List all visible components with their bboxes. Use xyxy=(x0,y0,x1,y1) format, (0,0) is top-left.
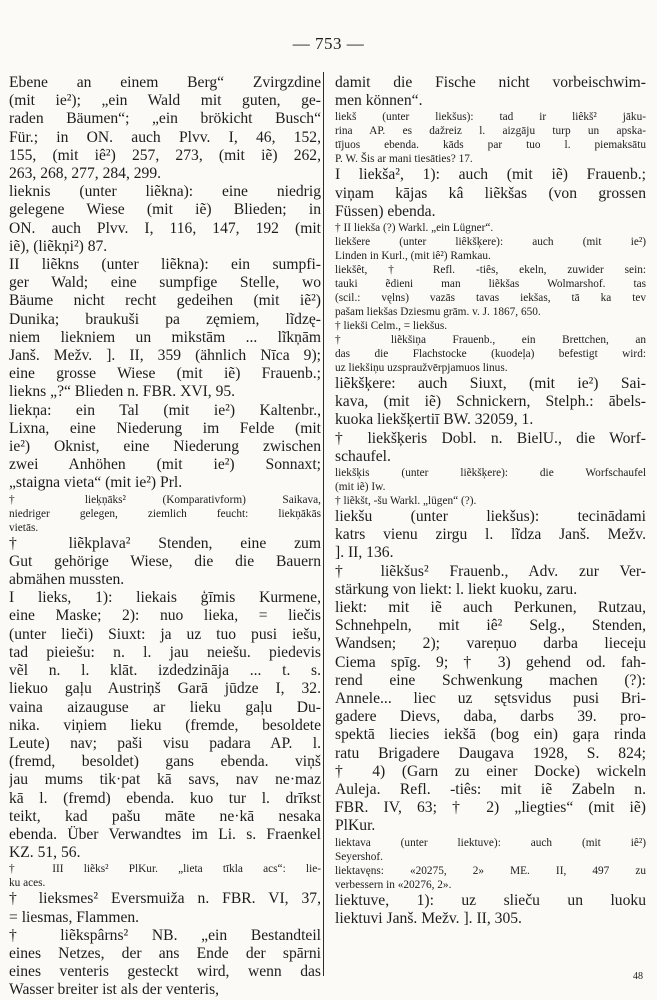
entry-line: ratu Brigadere Daugava 1928, S. 824; xyxy=(335,744,646,762)
entry-line: stärkung von liekt: l. liekt kuoku, zaru. xyxy=(335,580,578,598)
entry-line: kā l. (fremd) ebenda. kuo tur l. drīkst xyxy=(9,789,321,807)
entry-line: abmähen mussten. xyxy=(9,571,125,589)
entry-line: katrs vienu zirgu l. lĩdza Janš. Mežv. xyxy=(335,526,646,544)
dictionary-entry xyxy=(335,494,646,508)
entry-line: teikt, kad pašu māte ne·kā nesaka xyxy=(9,807,321,825)
entry-line: tad pieiešu: n. l. jau neiešu. piedevis xyxy=(9,643,321,661)
entry-line: Annele... liec uz sętsvidus pusi Bri- xyxy=(335,690,646,708)
entry-line: damit die Fische nicht vorbeischwim- xyxy=(335,74,646,91)
entry-line: rend eine Schwenkung machen (?): xyxy=(335,671,646,689)
entry-line: liekņa: ein Tal (mit ie²) Kaltenbr., xyxy=(9,401,321,419)
entry-line: ger Wald; eine sumpfige Stelle, wo xyxy=(9,274,321,292)
dictionary-entry xyxy=(9,183,321,256)
dictionary-entry xyxy=(335,221,646,235)
entry-line: Auleja. Refl. -tiês: mit iẽ Zabeln n. xyxy=(335,781,646,799)
entry-line: liektuvi Janš. Mežv. ]. II, 305. xyxy=(335,909,522,927)
entry-line: (fremd, besoldet) gans ebenda. viņš xyxy=(9,753,321,771)
entry-line: † liẽkspârns² NB. „ein Bestandteil xyxy=(9,926,321,944)
entry-line: liektuve, 1): uz slieču un luoku xyxy=(335,891,646,909)
entry-line: † liẽkplava² Stenden, eine zum xyxy=(9,534,321,552)
entry-line: liekuo gaļu Austriņš Garā jūdze I, 32. xyxy=(9,680,321,698)
dictionary-entry xyxy=(9,589,321,862)
entry-line: † liẽkšus² Frauenb., Adv. zur Ver- xyxy=(335,562,646,580)
entry-line: viņam kājas kâ liẽkšas (von grossen xyxy=(335,184,646,202)
entry-line: vaina aizauguse ar lieku gaļu Du- xyxy=(9,698,321,716)
entry-line: liekšêt, † Refl. -tiês, ekeln, zuwider sein: xyxy=(335,264,646,277)
entry-line: PlKur. xyxy=(335,817,376,835)
dictionary-entry xyxy=(335,864,646,892)
entry-line: liẽkšķere: auch Siuxt, (mit ie²) Sai- xyxy=(335,375,646,393)
entry-line: liekšu (unter liekšus): tecinādami xyxy=(335,508,646,526)
entry-line: † lieksmes² Eversmuiža n. FBR. VI, 37, xyxy=(9,890,321,908)
entry-line: Bäume nicht recht gedeihen (mit iẽ²) xyxy=(9,292,321,310)
entry-line: Für.; in ON. auch Plvv. I, 46, 152, xyxy=(9,128,321,146)
entry-line: eines Netzes, der ans Ende der spārni xyxy=(9,944,321,962)
dictionary-entry xyxy=(335,74,646,110)
entry-line: Lixna, eine Niederung im Felde (mit xyxy=(9,419,321,437)
entry-line: 263, 268, 277, 284, 299. xyxy=(9,165,162,183)
dictionary-entry xyxy=(335,430,646,466)
entry-line: ebenda. Über Verwandtes im Li. s. Fraenkel xyxy=(9,825,321,843)
dictionary-entry xyxy=(9,74,321,183)
entry-line: liektava (unter liektuve): auch (mit iê²) xyxy=(335,836,646,849)
entry-line: = liesmas, Flammen. xyxy=(9,908,140,926)
entry-line: † liekši Celm., = liekšus. xyxy=(335,320,448,333)
entry-line: gelegene Wiese (mit iẽ) Blieden; in xyxy=(9,201,321,219)
dictionary-entry xyxy=(335,263,646,319)
entry-line: † liẽkšt, -šu Warkl. „lügen“ (?). xyxy=(335,495,477,508)
entry-line: vietās. xyxy=(9,521,39,534)
entry-line: Ciema spīg. 9; † 3) gehend od. fah- xyxy=(335,653,646,671)
dictionary-entry xyxy=(9,402,321,493)
entry-line: men können“. xyxy=(335,92,423,110)
entry-line: 155, (mit iê²) 257, 273, (mit iẽ) 262, xyxy=(9,146,321,164)
dictionary-entry xyxy=(9,927,321,1000)
entry-line: Füssen) ebenda. xyxy=(335,202,436,220)
entry-line: „staigna vieta“ (mit ie²) Prl. xyxy=(9,474,183,492)
dictionary-entry xyxy=(9,890,321,926)
entry-line: (unter lieči) Siuxt: ja uz tuo pusi iešu, xyxy=(9,625,321,643)
entry-line: I lieks, 1): liekais ģīmis Kurmene, xyxy=(9,589,321,607)
dictionary-entry xyxy=(9,256,321,402)
entry-line: Ebene an einem Berg“ Zvirgzdine xyxy=(9,74,321,91)
dictionary-entry xyxy=(335,599,646,836)
dictionary-entry xyxy=(9,493,321,535)
entry-line: kava, (mit iẽ) Schnickern, Stelph.: ābels- xyxy=(335,393,646,411)
dictionary-entry xyxy=(9,862,321,890)
entry-line: verbessern in «20276, 2». xyxy=(335,878,452,891)
entry-line: † lieķņāks² (Komparativform) Saikava, xyxy=(9,493,321,506)
entry-line: niedriger gelegen, ziemlich feucht: liekņākās xyxy=(9,507,321,520)
entry-line: vẽl n. l. klāt. izdedzināja ... t. s. xyxy=(9,662,321,680)
entry-line: II liẽkns (unter liẽkna): ein sumpfi- xyxy=(9,256,321,274)
entry-line: liektavęns: «20275, 2» ME. II, 497 zu xyxy=(335,864,646,877)
entry-line: liekšere (unter liêkšķere): auch (mit ie²) xyxy=(335,236,646,249)
entry-line: eine grosse Wiese (mit iẽ) Frauenb.; xyxy=(9,365,321,383)
dictionary-entry xyxy=(335,166,646,221)
entry-line: Dunika; braukuši pa zęmiem, lĩdzę- xyxy=(9,310,321,328)
dictionary-entry xyxy=(9,535,321,590)
entry-line: raden Bäumen“; „ein brökicht Busch“ xyxy=(9,110,321,128)
entry-line: niem liekniem un mikstām ... lĩkņām xyxy=(9,328,321,346)
entry-line: liekšķis (unter liẽkšķere): die Worfschaufel xyxy=(335,467,646,480)
dictionary-entry xyxy=(335,235,646,263)
entry-line: KZ. 51, 56. xyxy=(9,844,81,862)
entry-line: Janš. Mežv. ]. II, 359 (ähnlich Nīca 9); xyxy=(9,347,321,365)
entry-line: nika. viņiem lieku (fremde, besoldete xyxy=(9,716,321,734)
entry-line: kuoka liekšķertiī BW. 32059, 1. xyxy=(335,411,534,429)
dictionary-entry xyxy=(335,333,646,375)
entry-line: das die Flachstocke (kuodeļa) befestigt wird: xyxy=(335,348,646,361)
entry-line: lieknis (unter liẽkna): eine niedrig xyxy=(9,183,321,201)
entry-line: Gut gehörige Wiese, die die Bauern xyxy=(9,552,321,570)
entry-line: † II liekša (?) Warkl. „ein Lügner“. xyxy=(335,222,494,235)
entry-line: ON. auch Plvv. I, 116, 147, 192 (mit xyxy=(9,219,321,237)
entry-line: † III liẽks² PlKur. „lieta tīkla acs“: lie- xyxy=(9,863,321,876)
entry-line: Seyershof. xyxy=(335,850,384,863)
left-column xyxy=(9,74,321,1000)
page-number: — 753 — xyxy=(292,34,365,53)
entry-line: iẽ), (liẽkņi²) 87. xyxy=(9,237,108,255)
entry-line: tījuos ebenda. kāds par tuo l. piemaksātu xyxy=(335,139,646,152)
footer-signature-mark: 48 xyxy=(633,971,643,982)
entry-line: (mit iẽ) Iw. xyxy=(335,481,386,494)
dictionary-entry xyxy=(335,319,646,333)
entry-line: (mit ie²); „ein Wald mit guten, ge- xyxy=(9,92,321,110)
entry-line: zwei Anhöhen (mit ie²) Sonnaxt; xyxy=(9,456,321,474)
entry-line: Wasser breiter ist als der venteris, xyxy=(9,981,220,999)
entry-line: ku aces. xyxy=(9,877,46,890)
entry-line: † 4) (Garn zu einer Docke) wickeln xyxy=(335,762,646,780)
entry-line: (scil.: vęlns) vazās tavas iekšas, tā ka tev xyxy=(335,292,646,305)
entry-line: eine Maske; 2): nuo lieka, = liečis xyxy=(9,607,321,625)
entry-line: I liekša², 1): auch (mit iẽ) Frauenb.; xyxy=(335,166,646,184)
dictionary-entry xyxy=(335,375,646,430)
entry-line: Schnehpeln, mit iê² Selg., Stenden, xyxy=(335,617,646,635)
entry-line: liekt: mit iẽ auch Perkunen, Rutzau, xyxy=(335,599,646,617)
entry-line: † liekšķeris Dobl. n. BielU., die Worf- xyxy=(335,429,646,447)
dictionary-entry xyxy=(335,563,646,599)
entry-line: liekns „?“ Blieden n. FBR. XVI, 95. xyxy=(9,383,236,401)
entry-line: † liẽkšiņa Frauenb., ein Brettchen, an xyxy=(335,334,646,347)
entry-line: gadere Dievs, daba, darbs 39. pro- xyxy=(335,708,646,726)
entry-line: pašam liekšas Dziesmu grām. v. J. 1867, 650. xyxy=(335,306,541,319)
entry-line: uz liekšiņu uzspraužvērpjamuos linus. xyxy=(335,362,508,375)
entry-line: Linden in Kurl., (mit iê²) Ramkau. xyxy=(335,250,491,263)
entry-line: FBR. IV, 63; † 2) „liegties“ (mit iẽ) xyxy=(335,799,646,817)
entry-line: Leute) nav; paši visu padara AP. l. xyxy=(9,734,321,752)
entry-line: schaufel. xyxy=(335,447,391,465)
entry-line: ]. II, 136. xyxy=(335,544,394,562)
right-column xyxy=(335,74,646,928)
entry-line: Wandsen; 2); vareņuo darba lieceįu xyxy=(335,635,646,653)
dictionary-entry xyxy=(335,508,646,563)
entry-line: rina AP. es dažreiz l. aizgāju turp un apska- xyxy=(335,125,646,138)
dictionary-entry xyxy=(335,466,646,494)
dictionary-entry xyxy=(335,892,646,928)
entry-line: spektā liecies iekšā (bog ein) gaŗa rinda xyxy=(335,726,646,744)
entry-line: tauki ẽdieni man liẽkšas Wolmarshof. tas xyxy=(335,278,646,291)
dictionary-entry xyxy=(335,110,646,166)
entry-line: eines venteris gesteckt wird, wenn das xyxy=(9,963,321,981)
entry-line: ie²) Oknist, eine Niederung zwischen xyxy=(9,438,321,456)
entry-line: liekš (unter liekšus): tad ir liêkš² jāku- xyxy=(335,111,646,124)
entry-line: P. W. Šis ar mani tiesāties? 17. xyxy=(335,153,473,166)
column-divider xyxy=(323,72,324,976)
dictionary-entry xyxy=(335,836,646,864)
entry-line: jau mums tik·pat kā savs, nav ne·maz xyxy=(9,771,321,789)
